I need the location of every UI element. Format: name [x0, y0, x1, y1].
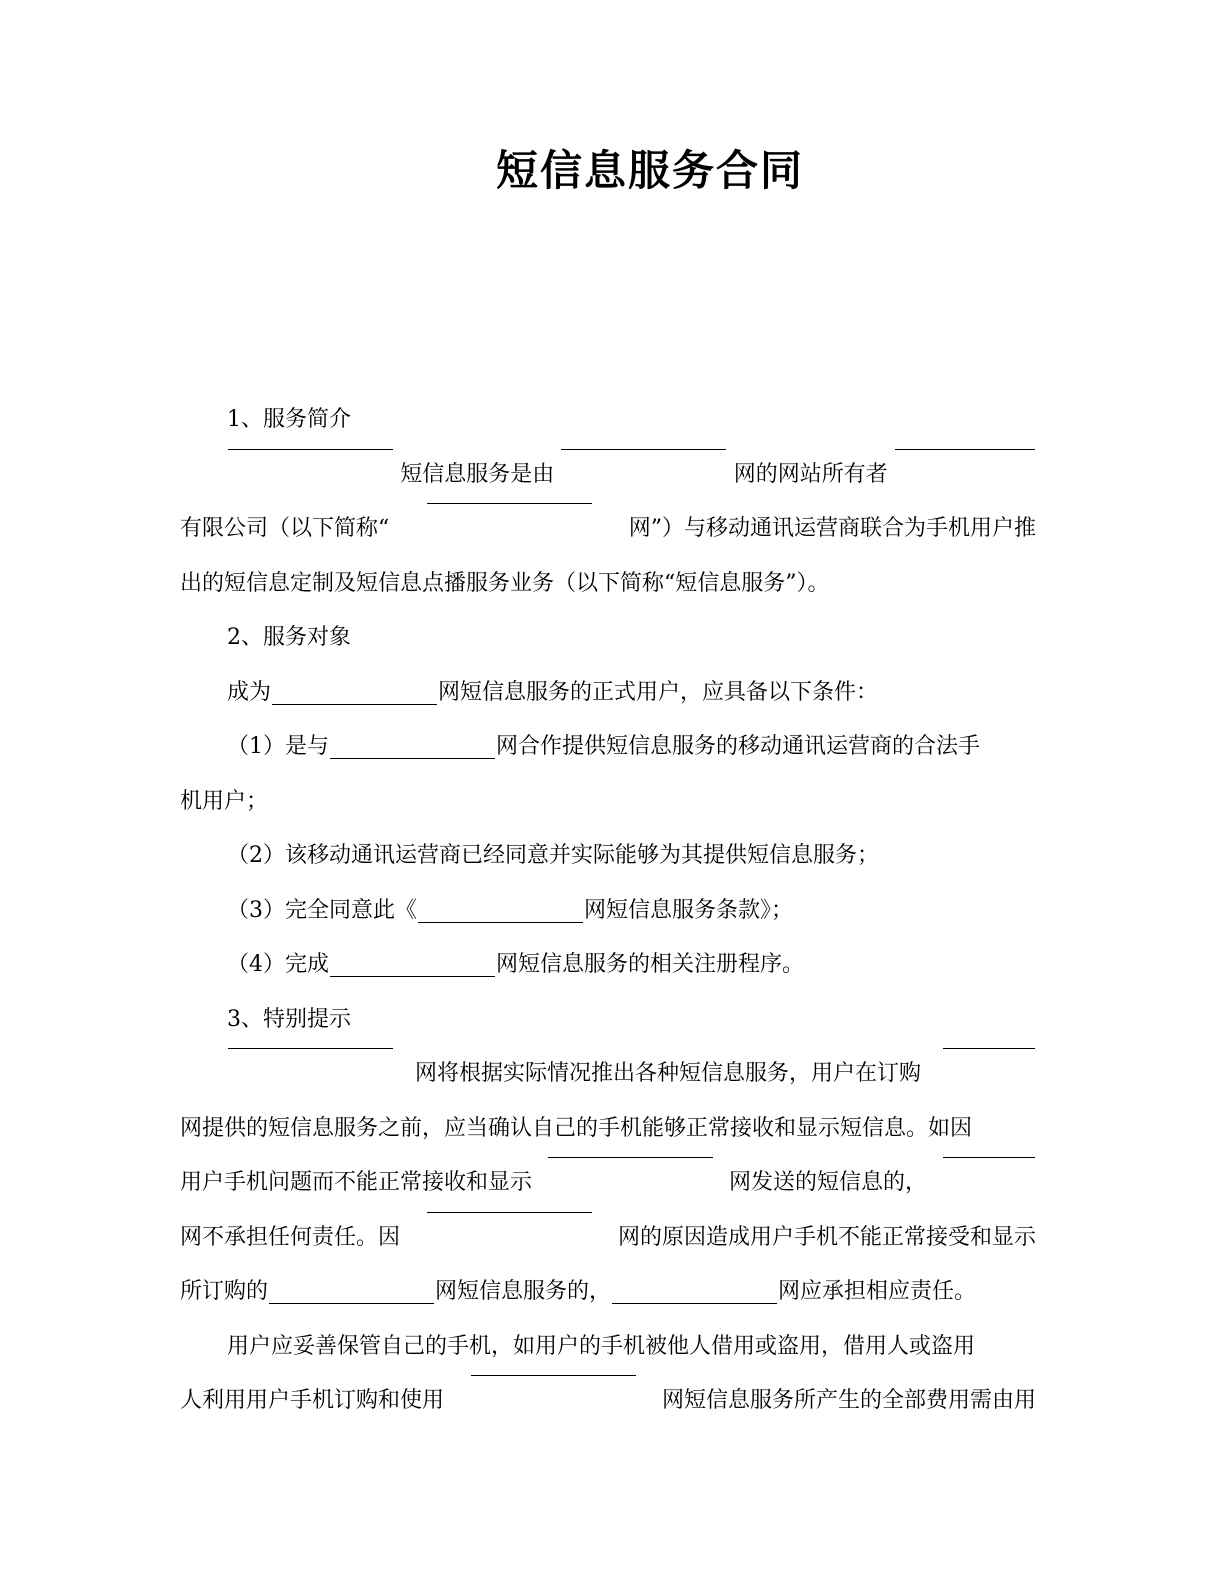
paragraph-line [180, 1265, 1036, 1320]
text-span: 网”）与移动通讯运营商联合为手机用户推 [628, 516, 1036, 541]
fill-blank[interactable] [330, 975, 495, 977]
condition-item [180, 938, 1036, 993]
fill-blank[interactable] [330, 757, 495, 759]
text-span: 网的网站所有者 [733, 461, 888, 487]
text-span: 网不承担任何责任。因 [180, 1224, 401, 1250]
section-heading: 3、特别提示 [227, 1006, 351, 1032]
paragraph-line: 出的短信息定制及短信息点播服务业务（以下简称“短信息服务”）。 [180, 570, 830, 596]
text-span: （1）是与 [227, 734, 329, 759]
paragraph-line [180, 666, 1036, 721]
paragraph-line [180, 448, 1036, 503]
text-span: 网合作提供短信息服务的移动通讯运营商的合法手 [496, 734, 981, 759]
paragraph-line [180, 1211, 1036, 1266]
page-title: 短信息服务合同 [495, 146, 804, 195]
fill-blank[interactable] [943, 1047, 1035, 1049]
paragraph-line [180, 1374, 1036, 1429]
fill-blank[interactable] [269, 1302, 434, 1304]
fill-blank[interactable] [228, 448, 393, 450]
text-span: 网的原因造成用户手机不能正常接受和显示 [617, 1224, 1036, 1250]
fill-blank[interactable] [612, 1302, 777, 1304]
paragraph-line: 网提供的短信息服务之前，应当确认自己的手机能够正常接收和显示短信息。如因 [180, 1115, 973, 1141]
paragraph-line [180, 502, 1036, 557]
text-span: 网短信息服务所产生的全部费用需由用 [661, 1388, 1036, 1413]
condition-item [180, 884, 1036, 939]
text-span: 网短信息服务的正式用户，应具备以下条件： [438, 679, 879, 705]
text-span: 短信息服务是由 [400, 461, 555, 487]
text-span: 网短信息服务的相关注册程序。 [496, 952, 805, 977]
paragraph-line [180, 1047, 1036, 1102]
contract-body [180, 393, 1036, 1429]
paragraph-line: 用户应妥善保管自己的手机，如用户的手机被他人借用或盗用，借用人或盗用 [227, 1333, 976, 1359]
text-span: （4）完成 [227, 952, 329, 977]
text-span: 人利用用户手机订购和使用 [180, 1388, 445, 1413]
text-span: 成为 [227, 679, 272, 705]
fill-blank[interactable] [272, 703, 437, 705]
text-span: 用户手机问题而不能正常接收和显示 [180, 1170, 533, 1195]
fill-blank[interactable] [418, 921, 583, 923]
text-span: 网短信息服务的， [435, 1279, 612, 1304]
fill-blank[interactable] [427, 502, 592, 504]
paragraph-line [180, 1156, 1036, 1211]
condition-item-cont: 机用户； [180, 788, 269, 814]
condition-item: （2）该移动通讯运营商已经同意并实际能够为其提供短信息服务； [227, 843, 879, 868]
text-span: 网应承担相应责任。 [778, 1279, 977, 1304]
text-span: 网将根据实际情况推出各种短信息服务，用户在订购 [414, 1061, 921, 1086]
fill-blank[interactable] [561, 448, 726, 450]
text-span: 所订购的 [180, 1279, 269, 1304]
text-span: 有限公司（以下简称“ [180, 516, 390, 541]
fill-blank[interactable] [895, 448, 1035, 450]
text-span: 网短信息服务条款》； [584, 897, 794, 923]
fill-blank[interactable] [427, 1211, 592, 1213]
condition-item [180, 720, 1036, 775]
section-heading: 2、服务对象 [227, 625, 351, 650]
text-span: （3）完全同意此《 [227, 897, 417, 923]
fill-blank[interactable] [548, 1156, 713, 1158]
text-span: 网发送的短信息的， [728, 1170, 927, 1195]
fill-blank[interactable] [471, 1374, 636, 1376]
fill-blank[interactable] [228, 1047, 393, 1049]
fill-blank[interactable] [943, 1156, 1035, 1158]
section-heading: 1、服务简介 [227, 407, 351, 432]
